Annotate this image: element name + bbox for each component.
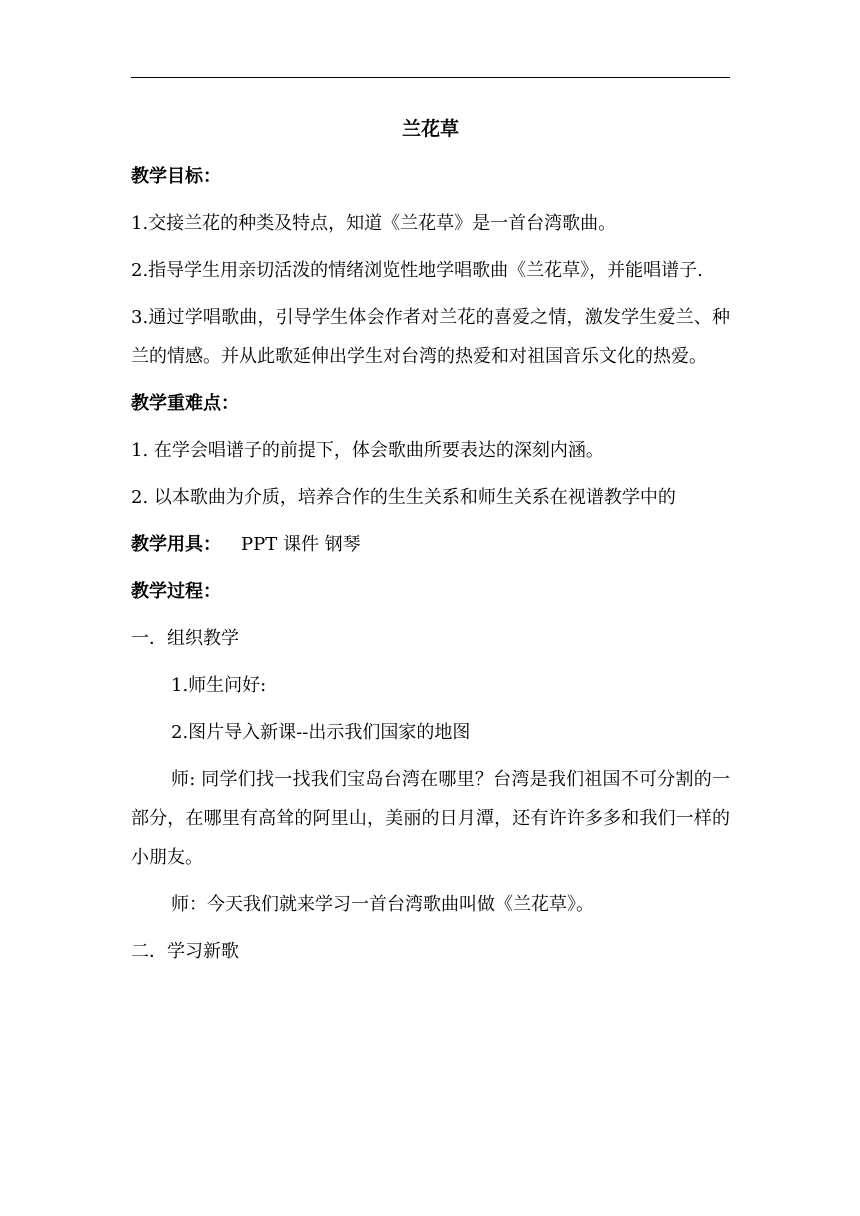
header-rule xyxy=(131,77,730,78)
document-body xyxy=(131,110,730,979)
teacher-remark-1: 师: 同学们找一找我们宝岛台湾在哪里？台湾是我们祖国不可分割的一部分，在哪里有高耸的阿里山，美丽的日月潭，还有许许多多和我们一样的小朋友。 xyxy=(131,769,730,868)
key-points-heading: 教学重难点： xyxy=(131,393,239,414)
key-point-item-1: 1. 在学会唱谱子的前提下，体会歌曲所要表达的深刻内涵。 xyxy=(131,440,604,461)
objective-item-2: 2.指导学生用亲切活泼的情绪浏览性地学唱歌曲《兰花草》，并能唱谱子. xyxy=(131,260,703,281)
tools-heading: 教学用具： xyxy=(131,534,221,555)
objectives-heading: 教学目标： xyxy=(131,166,221,187)
process-heading: 教学过程： xyxy=(131,581,221,602)
objective-item-3: 3.通过学唱歌曲，引导学生体会作者对兰花的喜爱之情，激发学生爱兰、种兰的情感。并从此歌延伸出学生对台湾的热爱和对祖国音乐文化的热爱。 xyxy=(131,307,730,367)
process-section-2: 二．学习新歌 xyxy=(131,941,239,962)
process-section-1: 一．组织教学 xyxy=(131,628,239,649)
tools-value: PPT 课件 钢琴 xyxy=(241,534,361,555)
objective-item-1: 1.交接兰花的种类及特点，知道《兰花草》是一首台湾歌曲。 xyxy=(131,213,617,234)
process-step-1: 1.师生问好: xyxy=(171,675,267,696)
tools-line xyxy=(131,525,730,564)
key-point-item-2: 2. 以本歌曲为介质，培养合作的生生关系和师生关系在视谱教学中的 xyxy=(131,487,676,508)
process-step-2: 2.图片导入新课--出示我们国家的地图 xyxy=(171,722,471,743)
document-title: 兰花草 xyxy=(401,118,459,140)
teacher-remark-2: 师：今天我们就来学习一首台湾歌曲叫做《兰花草》。 xyxy=(171,894,594,915)
